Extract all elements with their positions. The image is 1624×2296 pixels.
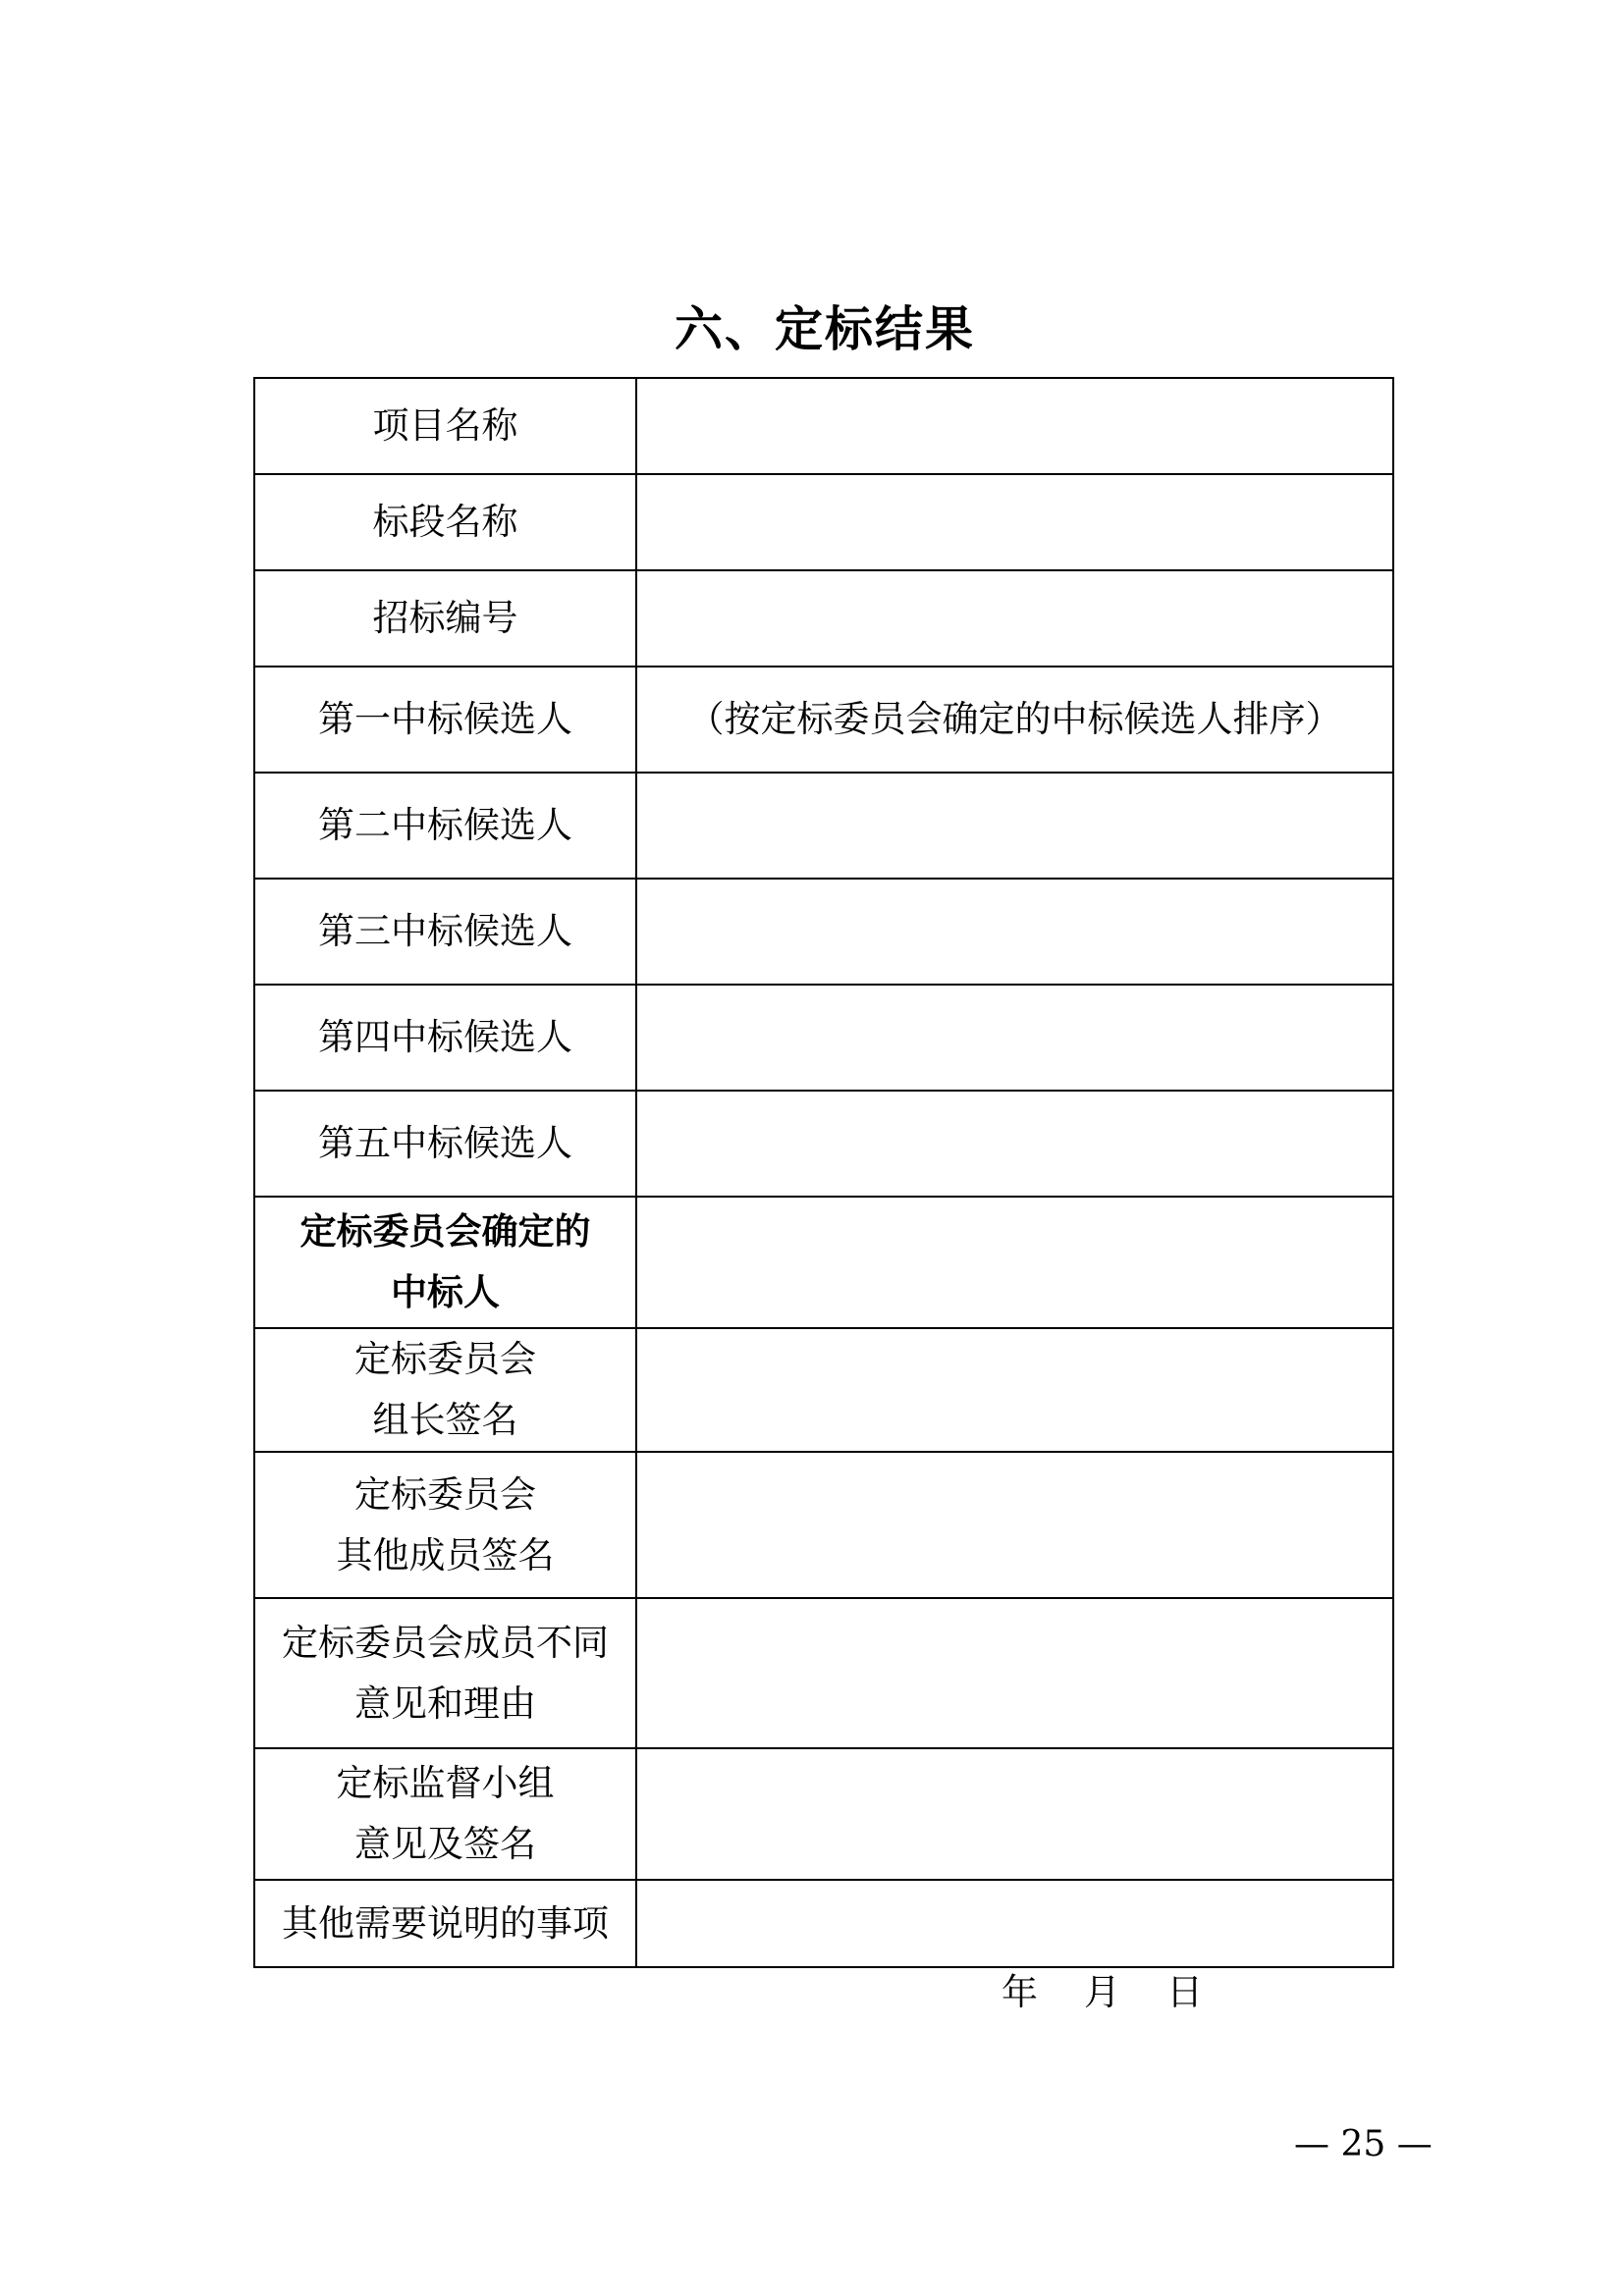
row-value xyxy=(636,1197,1393,1328)
row-label: 定标委员会确定的 中标人 xyxy=(254,1197,636,1328)
table-row xyxy=(254,570,1393,667)
row-value xyxy=(636,1452,1393,1598)
row-label: 第五中标候选人 xyxy=(254,1091,636,1197)
table-row xyxy=(254,1598,1393,1748)
page-number: — 25 — xyxy=(1294,2124,1433,2164)
table-row xyxy=(254,985,1393,1091)
table-row xyxy=(254,1452,1393,1598)
row-value xyxy=(636,1598,1393,1748)
table-row xyxy=(254,1748,1393,1880)
row-label: 第三中标候选人 xyxy=(254,879,636,985)
table-row xyxy=(254,378,1393,474)
row-value: （按定标委员会确定的中标候选人排序） xyxy=(636,667,1393,773)
table-row xyxy=(254,667,1393,773)
row-value xyxy=(636,1880,1393,1967)
table-row xyxy=(254,1197,1393,1328)
table-row xyxy=(254,1091,1393,1197)
row-label: 其他需要说明的事项 xyxy=(254,1880,636,1967)
row-value xyxy=(636,378,1393,474)
row-value xyxy=(636,1328,1393,1452)
result-table xyxy=(253,377,1394,1968)
row-value xyxy=(636,985,1393,1091)
row-label: 第四中标候选人 xyxy=(254,985,636,1091)
table-row xyxy=(254,1880,1393,1967)
row-label: 定标委员会 组长签名 xyxy=(254,1328,636,1452)
table-row xyxy=(254,773,1393,879)
row-label: 标段名称 xyxy=(254,474,636,570)
row-value xyxy=(636,1748,1393,1880)
table-row xyxy=(254,879,1393,985)
date-line: 年 月 日 xyxy=(1001,1971,1204,2013)
row-value xyxy=(636,474,1393,570)
row-label: 第二中标候选人 xyxy=(254,773,636,879)
table-row xyxy=(254,474,1393,570)
row-value xyxy=(636,1091,1393,1197)
row-label: 定标委员会 其他成员签名 xyxy=(254,1452,636,1598)
row-label: 定标委员会成员不同 意见和理由 xyxy=(254,1598,636,1748)
table-row xyxy=(254,1328,1393,1452)
page-title: 六、定标结果 xyxy=(674,301,975,357)
row-label: 第一中标候选人 xyxy=(254,667,636,773)
row-label: 定标监督小组 意见及签名 xyxy=(254,1748,636,1880)
row-value xyxy=(636,570,1393,667)
row-label: 项目名称 xyxy=(254,378,636,474)
row-value xyxy=(636,773,1393,879)
row-label: 招标编号 xyxy=(254,570,636,667)
row-value xyxy=(636,879,1393,985)
